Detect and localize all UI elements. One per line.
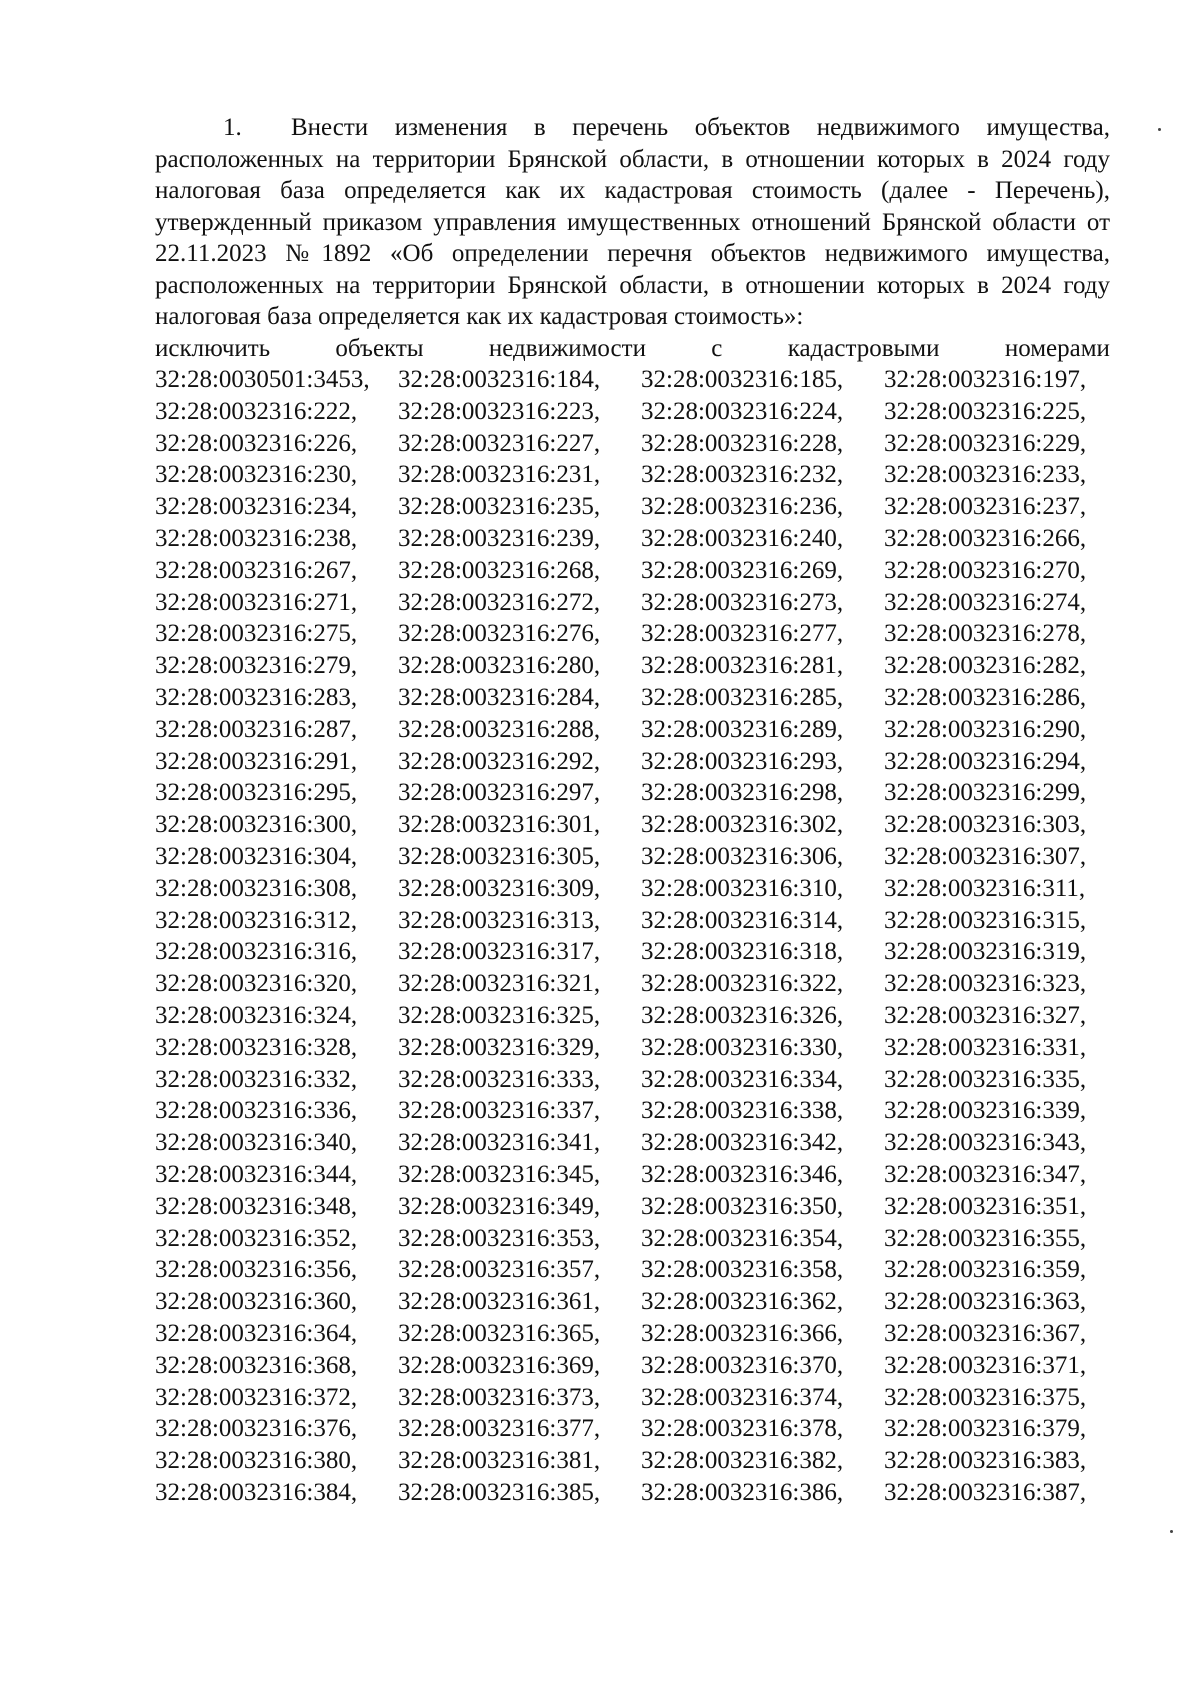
cadastral-number: 32:28:0032316:279, <box>155 652 358 680</box>
cadastral-number: 32:28:0032316:306, <box>641 842 844 870</box>
cadastral-number: 32:28:0032316:291, <box>155 747 358 775</box>
cadastral-number: 32:28:0032316:230, <box>155 461 358 489</box>
cadastral-number: 32:28:0032316:184, <box>398 366 601 393</box>
cadastral-number: 32:28:0032316:270, <box>884 556 1087 584</box>
cadastral-number-list <box>155 364 1110 1509</box>
cadastral-number: 32:28:0032316:287, <box>155 715 358 743</box>
cadastral-number: 32:28:0032316:312, <box>155 906 358 934</box>
cadastral-number: 32:28:0032316:322, <box>641 970 844 998</box>
cadastral-number: 32:28:0032316:383, <box>884 1447 1087 1475</box>
cadastral-number: 32:28:0032316:297, <box>398 779 601 807</box>
cadastral-number: 32:28:0032316:319, <box>884 938 1087 966</box>
cadastral-number: 32:28:0032316:285, <box>641 683 844 711</box>
cadastral-number: 32:28:0032316:237, <box>884 493 1087 521</box>
cadastral-number: 32:28:0032316:292, <box>398 747 601 775</box>
cadastral-number: 32:28:0032316:336, <box>155 1097 358 1125</box>
cadastral-number: 32:28:0032316:268, <box>398 556 601 584</box>
cadastral-number: 32:28:0032316:239, <box>398 524 601 552</box>
cadastral-number: 32:28:0032316:326, <box>641 1001 844 1029</box>
paragraph-1 <box>155 112 1110 333</box>
exclude-word: кадастровыми <box>787 334 940 362</box>
cadastral-number: 32:28:0032316:238, <box>155 524 358 552</box>
cadastral-number: 32:28:0032316:305, <box>398 842 601 870</box>
cadastral-number: 32:28:0032316:269, <box>641 556 844 584</box>
cadastral-number: 32:28:0032316:302, <box>641 811 844 839</box>
exclude-word: недвижимости <box>488 334 646 362</box>
cadastral-number: 32:28:0032316:369, <box>398 1351 601 1379</box>
cadastral-number: 32:28:0032316:360, <box>155 1288 358 1316</box>
exclude-line <box>155 333 1110 365</box>
exclude-word: с <box>711 334 723 362</box>
cadastral-number: 32:28:0032316:299, <box>884 779 1087 807</box>
cadastral-number: 32:28:0032316:318, <box>641 938 844 966</box>
cadastral-number: 32:28:0032316:223, <box>398 397 601 425</box>
cadastral-number: 32:28:0032316:277, <box>641 620 844 648</box>
cadastral-number: 32:28:0032316:374, <box>641 1383 844 1411</box>
cadastral-number: 32:28:0032316:329, <box>398 1033 601 1061</box>
cadastral-number: 32:28:0032316:332, <box>155 1065 358 1093</box>
cadastral-number: 32:28:0032316:295, <box>155 779 358 807</box>
cadastral-number: 32:28:0032316:356, <box>155 1256 358 1284</box>
cadastral-number: 32:28:0032316:375, <box>884 1383 1087 1411</box>
cadastral-number: 32:28:0032316:334, <box>641 1065 844 1093</box>
cadastral-number: 32:28:0032316:385, <box>398 1478 601 1506</box>
cadastral-number: 32:28:0032316:359, <box>884 1256 1087 1284</box>
cadastral-number: 32:28:0032316:272, <box>398 588 601 616</box>
cadastral-number: 32:28:0032316:222, <box>155 397 358 425</box>
cadastral-number: 32:28:0032316:377, <box>398 1415 601 1443</box>
cadastral-number: 32:28:0032316:337, <box>398 1097 601 1125</box>
cadastral-number: 32:28:0032316:364, <box>155 1319 358 1347</box>
cadastral-number: 32:28:0032316:339, <box>884 1097 1087 1125</box>
cadastral-number: 32:28:0032316:240, <box>641 524 844 552</box>
cadastral-number: 32:28:0032316:340, <box>155 1129 358 1157</box>
cadastral-number: 32:28:0032316:313, <box>398 906 601 934</box>
scan-speck <box>1158 128 1161 131</box>
cadastral-number: 32:28:0032316:278, <box>884 620 1087 648</box>
cadastral-number: 32:28:0032316:298, <box>641 779 844 807</box>
exclude-word: объекты <box>335 334 424 362</box>
cadastral-number: 32:28:0030501:3453, <box>155 366 370 393</box>
scan-speck <box>1170 1530 1173 1533</box>
cadastral-number: 32:28:0032316:281, <box>641 652 844 680</box>
cadastral-number: 32:28:0032316:345, <box>398 1160 601 1188</box>
cadastral-number: 32:28:0032316:343, <box>884 1129 1087 1157</box>
cadastral-number: 32:28:0032316:361, <box>398 1288 601 1316</box>
cadastral-number: 32:28:0032316:335, <box>884 1065 1087 1093</box>
cadastral-number: 32:28:0032316:316, <box>155 938 358 966</box>
cadastral-number: 32:28:0032316:372, <box>155 1383 358 1411</box>
cadastral-number: 32:28:0032316:283, <box>155 683 358 711</box>
cadastral-number: 32:28:0032316:282, <box>884 652 1087 680</box>
cadastral-number: 32:28:0032316:357, <box>398 1256 601 1284</box>
cadastral-number: 32:28:0032316:355, <box>884 1224 1087 1252</box>
cadastral-number: 32:28:0032316:320, <box>155 970 358 998</box>
cadastral-number: 32:28:0032316:367, <box>884 1319 1087 1347</box>
cadastral-number: 32:28:0032316:233, <box>884 461 1087 489</box>
cadastral-number: 32:28:0032316:333, <box>398 1065 601 1093</box>
cadastral-number: 32:28:0032316:324, <box>155 1001 358 1029</box>
cadastral-number: 32:28:0032316:321, <box>398 970 601 998</box>
cadastral-number: 32:28:0032316:363, <box>884 1288 1087 1316</box>
cadastral-number: 32:28:0032316:266, <box>884 524 1087 552</box>
cadastral-number: 32:28:0032316:273, <box>641 588 844 616</box>
cadastral-number: 32:28:0032316:344, <box>155 1160 358 1188</box>
cadastral-number: 32:28:0032316:379, <box>884 1415 1087 1443</box>
cadastral-number: 32:28:0032316:290, <box>884 715 1087 743</box>
cadastral-number: 32:28:0032316:286, <box>884 683 1087 711</box>
cadastral-number: 32:28:0032316:354, <box>641 1224 844 1252</box>
cadastral-number: 32:28:0032316:284, <box>398 683 601 711</box>
cadastral-number: 32:28:0032316:382, <box>641 1447 844 1475</box>
exclude-word: номерами <box>1004 334 1110 362</box>
cadastral-number: 32:28:0032316:371, <box>884 1351 1087 1379</box>
cadastral-number: 32:28:0032316:293, <box>641 747 844 775</box>
cadastral-number: 32:28:0032316:370, <box>641 1351 844 1379</box>
cadastral-number: 32:28:0032316:368, <box>155 1351 358 1379</box>
cadastral-number: 32:28:0032316:308, <box>155 874 358 902</box>
cadastral-number: 32:28:0032316:235, <box>398 493 601 521</box>
cadastral-number: 32:28:0032316:353, <box>398 1224 601 1252</box>
cadastral-number: 32:28:0032316:280, <box>398 652 601 680</box>
cadastral-number: 32:28:0032316:352, <box>155 1224 358 1252</box>
cadastral-number: 32:28:0032316:307, <box>884 842 1087 870</box>
cadastral-number: 32:28:0032316:185, <box>641 366 844 393</box>
cadastral-number: 32:28:0032316:227, <box>398 429 601 457</box>
cadastral-number: 32:28:0032316:378, <box>641 1415 844 1443</box>
cadastral-number: 32:28:0032316:234, <box>155 493 358 521</box>
cadastral-number: 32:28:0032316:350, <box>641 1192 844 1220</box>
cadastral-number: 32:28:0032316:349, <box>398 1192 601 1220</box>
cadastral-number: 32:28:0032316:289, <box>641 715 844 743</box>
cadastral-number: 32:28:0032316:309, <box>398 874 601 902</box>
document-body <box>155 112 1110 1509</box>
cadastral-number: 32:28:0032316:342, <box>641 1129 844 1157</box>
cadastral-number: 32:28:0032316:386, <box>641 1478 844 1506</box>
cadastral-number: 32:28:0032316:276, <box>398 620 601 648</box>
cadastral-number: 32:28:0032316:226, <box>155 429 358 457</box>
cadastral-number: 32:28:0032316:376, <box>155 1415 358 1443</box>
paragraph-text: Внести изменения в перечень объектов недвижимого имущества, расположенных на территории Брянской области, в отношении которых в 2024 году налоговая база определяется как их кадастровая стоимость (далее - Перечень), утвержденный приказом управления имущественных отношений Брянской области от 22.11.2023 №1892 «Об определении перечня объектов недвижимого имущества, расположенных на территории Брянской области, в отношении которых в 2024 году налоговая база определяется как их кадастровая стоимость»: <box>155 114 1110 330</box>
cadastral-number: 32:28:0032316:274, <box>884 588 1087 616</box>
cadastral-number: 32:28:0032316:231, <box>398 461 601 489</box>
cadastral-number: 32:28:0032316:225, <box>884 397 1087 425</box>
item-number: 1. <box>223 114 242 141</box>
cadastral-number: 32:28:0032316:197, <box>884 366 1087 393</box>
cadastral-number: 32:28:0032316:294, <box>884 747 1087 775</box>
cadastral-number: 32:28:0032316:236, <box>641 493 844 521</box>
cadastral-number: 32:28:0032316:338, <box>641 1097 844 1125</box>
cadastral-number: 32:28:0032316:315, <box>884 906 1087 934</box>
cadastral-number: 32:28:0032316:301, <box>398 811 601 839</box>
cadastral-number: 32:28:0032316:348, <box>155 1192 358 1220</box>
cadastral-number: 32:28:0032316:366, <box>641 1319 844 1347</box>
cadastral-number: 32:28:0032316:327, <box>884 1001 1087 1029</box>
cadastral-number: 32:28:0032316:325, <box>398 1001 601 1029</box>
cadastral-number: 32:28:0032316:267, <box>155 556 358 584</box>
cadastral-number: 32:28:0032316:317, <box>398 938 601 966</box>
cadastral-number: 32:28:0032316:341, <box>398 1129 601 1157</box>
cadastral-number: 32:28:0032316:346, <box>641 1160 844 1188</box>
cadastral-number: 32:28:0032316:362, <box>641 1288 844 1316</box>
cadastral-number: 32:28:0032316:232, <box>641 461 844 489</box>
cadastral-number: 32:28:0032316:323, <box>884 970 1087 998</box>
cadastral-number: 32:28:0032316:330, <box>641 1033 844 1061</box>
cadastral-number: 32:28:0032316:314, <box>641 906 844 934</box>
cadastral-number: 32:28:0032316:347, <box>884 1160 1087 1188</box>
cadastral-number: 32:28:0032316:387, <box>884 1478 1087 1506</box>
cadastral-number: 32:28:0032316:351, <box>884 1192 1087 1220</box>
cadastral-number: 32:28:0032316:381, <box>398 1447 601 1475</box>
exclude-word: исключить <box>155 334 271 362</box>
cadastral-number: 32:28:0032316:224, <box>641 397 844 425</box>
cadastral-number: 32:28:0032316:275, <box>155 620 358 648</box>
cadastral-number: 32:28:0032316:310, <box>641 874 844 902</box>
cadastral-number: 32:28:0032316:358, <box>641 1256 844 1284</box>
cadastral-number: 32:28:0032316:229, <box>884 429 1087 457</box>
cadastral-number: 32:28:0032316:300, <box>155 811 358 839</box>
cadastral-number: 32:28:0032316:380, <box>155 1447 358 1475</box>
cadastral-number: 32:28:0032316:328, <box>155 1033 358 1061</box>
cadastral-number: 32:28:0032316:288, <box>398 715 601 743</box>
cadastral-number: 32:28:0032316:228, <box>641 429 844 457</box>
cadastral-number: 32:28:0032316:365, <box>398 1319 601 1347</box>
cadastral-number: 32:28:0032316:331, <box>884 1033 1087 1061</box>
cadastral-number: 32:28:0032316:271, <box>155 588 358 616</box>
cadastral-number: 32:28:0032316:373, <box>398 1383 601 1411</box>
cadastral-number: 32:28:0032316:304, <box>155 842 358 870</box>
cadastral-number: 32:28:0032316:384, <box>155 1478 358 1506</box>
cadastral-number: 32:28:0032316:303, <box>884 811 1087 839</box>
cadastral-number: 32:28:0032316:311, <box>884 874 1086 902</box>
